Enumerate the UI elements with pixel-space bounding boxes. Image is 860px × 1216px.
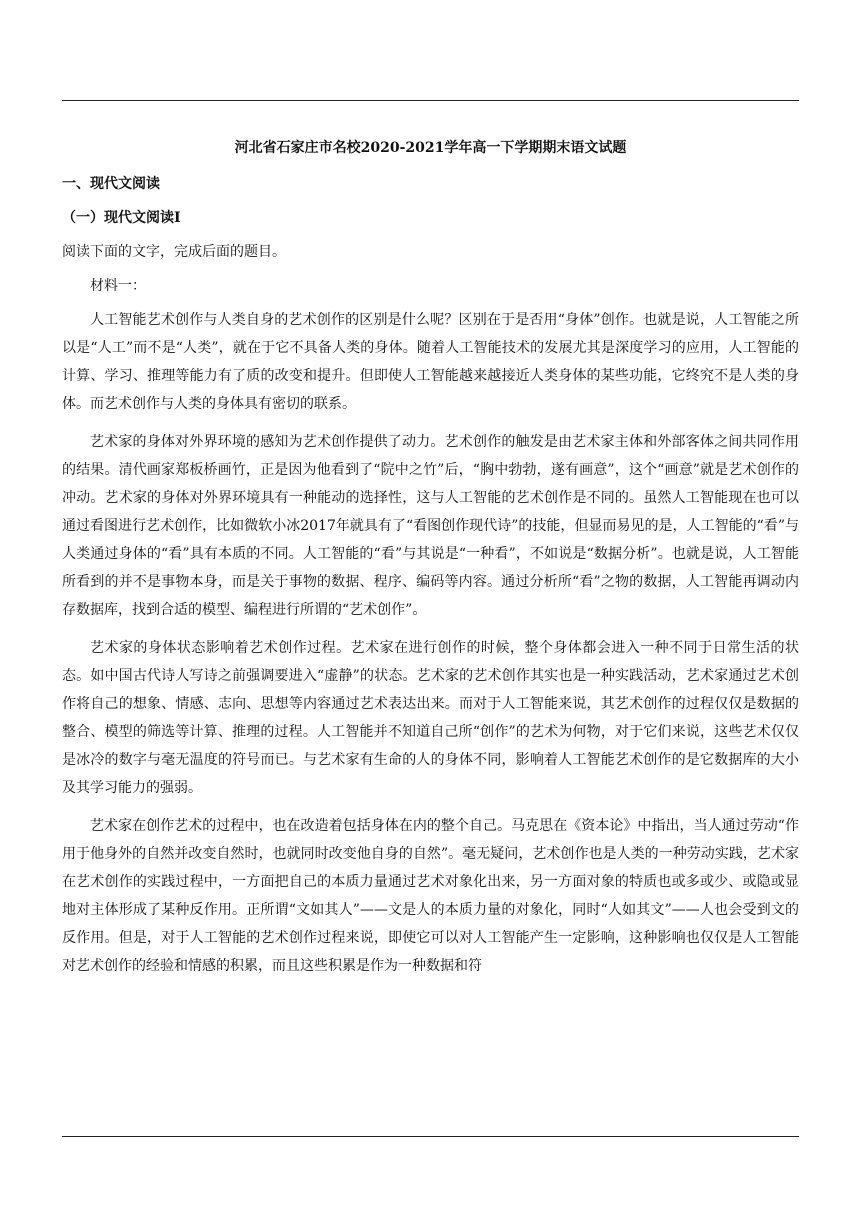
document-body xyxy=(62,132,799,980)
paragraph: 艺术家的身体状态影响着艺术创作过程。艺术家在进行创作的时候，整个身体都会进入一种不同于日常生活的状态。如中国古代诗人写诗之前强调要进入“虚静”的状态。艺术家的艺术创作其实也是一种实践活动，艺术家通过艺术创作将自己的想象、情感、志向、思想等内容通过艺术表达出来。而对于人工智能来说，其艺术创作的过程仅仅是数据的整合、模型的筛选等计算、推理的过程。人工智能并不知道自己所“创作”的艺术为何物，对于它们来说，这些艺术仅仅是冰冷的数字与毫无温度的符号而已。与艺术家有生命的人的身体不同，影响着人工智能艺术创作的是它数据库的大小及其学习能力的强弱。 xyxy=(62,640,799,796)
paragraph: 艺术家的身体对外界环境的感知为艺术创作提供了动力。艺术创作的触发是由艺术家主体和外部客体之间共同作用的结果。清代画家郑板桥画竹，正是因为他看到了“院中之竹”后，“胸中勃勃，遂有画意”，这个“画意”就是艺术创作的冲动。艺术家的身体对外界环境具有一种能动的选择性，这与人工智能的艺术创作是不同的。虽然人工智能现在也可以通过看图进行艺术创作，比如微软小冰2017年就具有了“看图创作现代诗”的技能，但显而易见的是，人工智能的“看”与人类通过身体的“看”具有本质的不同。人工智能的“看”与其说是“一种看”，不如说是“数据分析”。也就是说，人工智能所看到的并不是事物本身，而是关于事物的数据、程序、编码等内容。通过分析所“看”之物的数据，人工智能再调动内存数据库，找到合适的模型、编程进行所谓的“艺术创作”。 xyxy=(62,434,799,618)
header-rule xyxy=(62,100,799,101)
material-label: 材料一： xyxy=(90,278,146,294)
section-heading: 一、现代文阅读 xyxy=(62,176,160,192)
paragraph: 人工智能艺术创作与人类自身的艺术创作的区别是什么呢？区别在于是否用“身体”创作。也就是说，人工智能之所以是“人工”而不是“人类”，就在于它不具备人类的身体。随着人工智能技术的发展尤其是深度学习的应用，人工智能的计算、学习、推理等能力有了质的改变和提升。但即使人工智能越来越接近人类身体的某些功能，它终究不是人类的身体。而艺术创作与人类的身体具有密切的联系。 xyxy=(62,312,799,412)
document-title: 河北省石家庄市名校2020-2021学年高一下学期期末语文试题 xyxy=(234,140,627,156)
footer-rule xyxy=(62,1136,799,1137)
paragraph: 艺术家在创作艺术的过程中，也在改造着包括身体在内的整个自己。马克思在《资本论》中指出，当人通过劳动“作用于他身外的自然并改变自然时，也就同时改变他自身的自然”。毫无疑问，艺术创作也是人类的一种劳动实践，艺术家在艺术创作的实践过程中，一方面把自己的本质力量通过艺术对象化出来，另一方面对象的特质也或多或少、或隐或显地对主体形成了某种反作用。正所谓“文如其人”——文是人的本质力量的对象化，同时“人如其文”——人也会受到文的反作用。但是，对于人工智能的艺术创作过程来说，即使它可以对人工智能产生一定影响，这种影响也仅仅是人工智能对艺术创作的经验和情感的积累，而且这些积累是作为一种数据和符 xyxy=(62,818,799,974)
subsection-heading: （一）现代文阅读Ⅰ xyxy=(62,210,181,226)
reading-instruction: 阅读下面的文字，完成后面的题目。 xyxy=(62,244,286,260)
